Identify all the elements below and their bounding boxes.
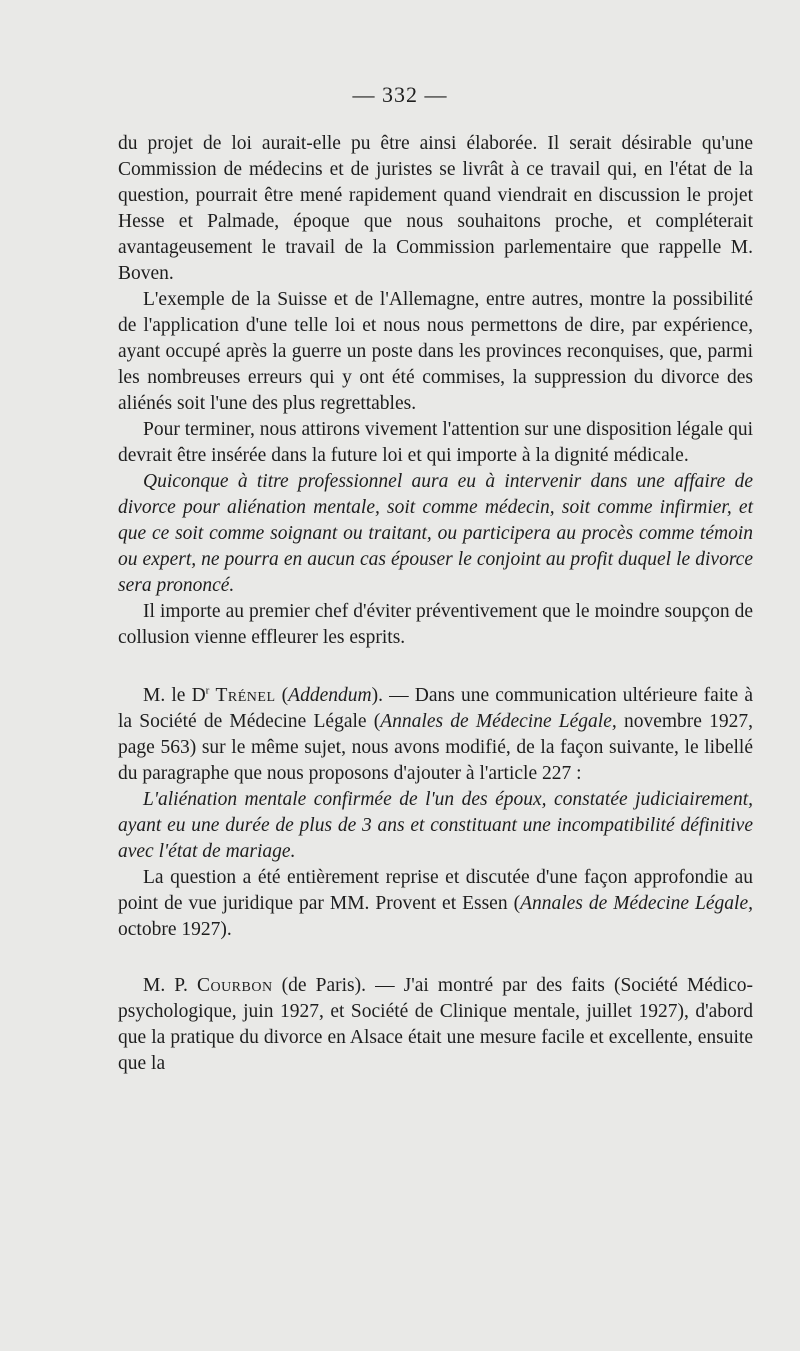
- page-body: [118, 131, 753, 1077]
- paragraph-collusion: Il importe au premier chef d'éviter préventivement que le moindre soupçon de collusion vienne effleurer les esprits.: [118, 601, 753, 648]
- journal-title: Annales de Médecine Légale,: [520, 893, 753, 914]
- amended-article-text: L'aliénation mentale confirmée de l'un des époux, constatée judiciairement, ayant eu une durée de plus de 3 ans et constituant une incompatibilité définitive avec l'état de mariage.: [118, 789, 753, 862]
- paragraph-trenel-addendum: M. le $D^r$ Trénel (Addendum). — Dans une communication ultérieure faite à la Société de Médecine Légale (Annales de Médecine Légale, novembre 1927, page 563) sur le même sujet, nous avons modifié, de la façon suivante, le libellé du paragraphe que nous proposons d'ajouter à l'article 227 :: [118, 684, 754, 784]
- speaker-name: Trénel: [215, 685, 276, 706]
- paragraph-provent-essen: La question a été entièrement reprise et discutée d'une façon approfondie au point de vue juridique par MM. Provent et Essen (Annales de Médecine Légale, octobre 1927).: [118, 867, 753, 940]
- speaker-name: Courbon: [196, 975, 273, 996]
- proposed-provision: Quiconque à titre professionnel aura eu à intervenir dans une affaire de divorce pour aliénation mentale, soit comme médecin, soit comme infirmier, et que ce soit comme soignant ou traitant, ou participera au procès comme témoin ou expert, ne pourra en aucun cas épouser le conjoint au profit duquel le divorce sera prononcé.: [118, 471, 753, 596]
- paragraph-conclusion: Pour terminer, nous attirons vivement l'attention sur une disposition légale qui devrait être insérée dans la future loi et qui importe à la dignité médicale.: [118, 419, 753, 466]
- paragraph-switzerland-germany: L'exemple de la Suisse et de l'Allemagne, entre autres, montre la possibilité de l'application d'une telle loi et nous nous permettons de dire, par expérience, ayant occupé après la guerre un poste dans les provinces reconquises, que, parmi les nombreuses erreurs qui y ont été commises, la suppression du divorce des aliénés soit l'une des plus regrettables.: [118, 289, 753, 414]
- paragraph-courbon: M. P. Courbon (de Paris). — J'ai montré par des faits (Société Médico-psychologique, juin 1927, et Société de Clinique mentale, juillet 1927), d'abord que la pratique du divorce en Alsace était une mesure facile et excellente, ensuite que la: [118, 975, 754, 1074]
- journal-title: Annales de Médecine Légale,: [380, 711, 617, 732]
- page-number: — 332 —: [352, 82, 448, 107]
- paragraph-continued: du projet de loi aurait-elle pu être ainsi élaborée. Il serait désirable qu'une Commission de médecins et de juristes se livrât à ce travail qui, en l'état de la question, pourrait être mené rapidement quand viendrait en discussion le projet Hesse et Palmade, époque que nous souhaitons proche, et compléterait avantageusement le travail de la Commission parlementaire que rappelle M. Boven.: [118, 133, 753, 284]
